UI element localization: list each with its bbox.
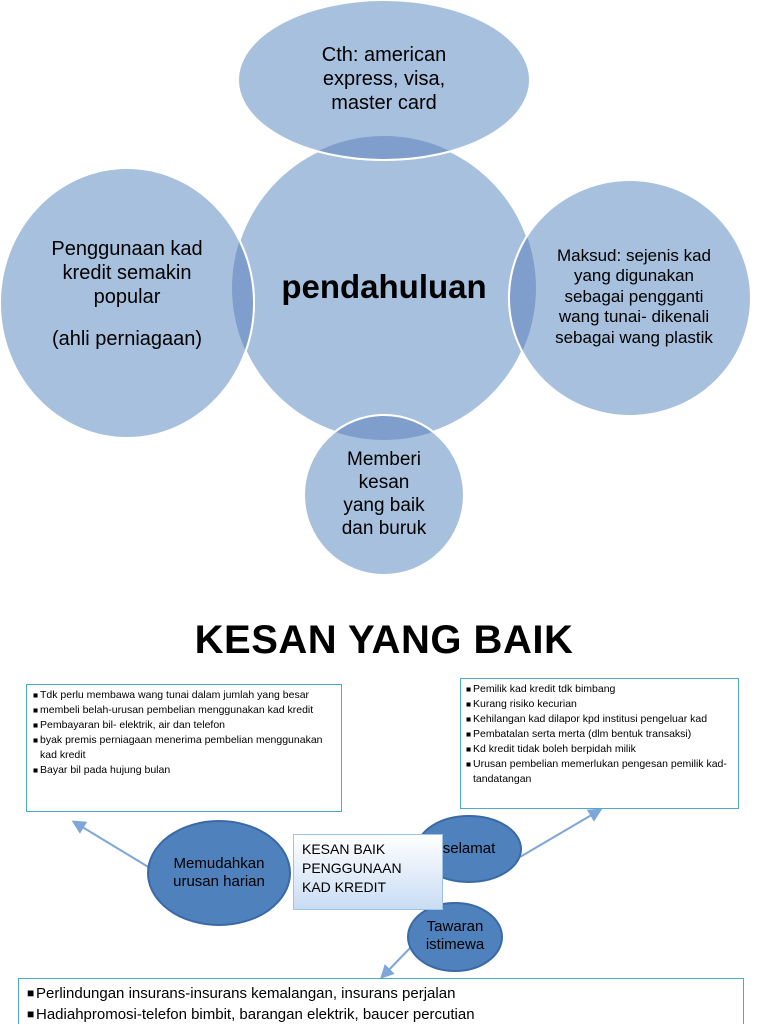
memudahkan-oval-text: Memudahkan urusan harian	[173, 855, 265, 890]
list-item: ■ Hadiahpromosi-telefon bimbit, barangan elektrik, baucer percutian	[27, 1004, 735, 1025]
list-item: ■ membeli belah-urusan pembelian menggunakan kad kredit	[33, 703, 335, 718]
left-bubble-text: Penggunaan kad kredit semakin popular	[51, 238, 203, 308]
bottom-info-list	[27, 983, 735, 1025]
selamat-oval-text: selamat	[442, 840, 496, 857]
right-info-box	[460, 678, 739, 809]
left-info-box	[26, 684, 342, 812]
arrow-to-bottom-box	[382, 946, 412, 977]
right-bubble-text: Maksud: sejenis kad yang digunakan sebagai pengganti wang tunai- dikenali sebagai wang plastik	[555, 246, 713, 347]
list-item: ■ Kd kredit tidak boleh berpidah milik	[466, 742, 733, 757]
list-item: ■ Pembayaran bil- elektrik, air dan telefon	[33, 718, 335, 733]
list-item: ■ Bayar bil pada hujung bulan	[33, 763, 335, 778]
arrow-to-left-box	[74, 822, 150, 868]
left-info-list	[33, 688, 335, 778]
tawaran-oval-text: Tawaran istimewa	[425, 918, 485, 953]
arrow-to-right-box	[520, 810, 600, 857]
top-bubble-text: Cth: american express, visa, master card	[321, 44, 447, 114]
list-item: ■ Urusan pembelian memerlukan pengesan pemilik kad- tandatangan	[466, 757, 733, 787]
list-item: ■ Tdk perlu membawa wang tunai dalam jumlah yang besar	[33, 688, 335, 703]
bottom-info-box	[18, 978, 744, 1024]
list-item: ■ Pemilik kad kredit tdk bimbang	[466, 682, 733, 697]
center-bubble-text: pendahuluan	[281, 268, 487, 306]
left-bubble-subtext: (ahli perniagaan)	[51, 328, 203, 350]
list-item: ■ Perlindungan insurans-insurans kemalangan, insurans perjalan	[27, 983, 735, 1004]
list-item: ■ byak premis perniagaan menerima pembelian menggunakan kad kredit	[33, 733, 335, 763]
right-info-list	[466, 682, 733, 787]
section-title: KESAN YANG BAIK	[194, 618, 574, 662]
list-item: ■ Pembatalan serta merta (dlm bentuk transaksi)	[466, 727, 733, 742]
kesan-baik-box: KESAN BAIK PENGGUNAAN KAD KREDIT	[293, 834, 443, 910]
list-item: ■ Kurang risiko kecurian	[466, 697, 733, 712]
list-item: ■ Kehilangan kad dilapor kpd institusi pengeluar kad	[466, 712, 733, 727]
bottom-bubble-text: Memberi kesan yang baik dan buruk	[341, 449, 427, 539]
